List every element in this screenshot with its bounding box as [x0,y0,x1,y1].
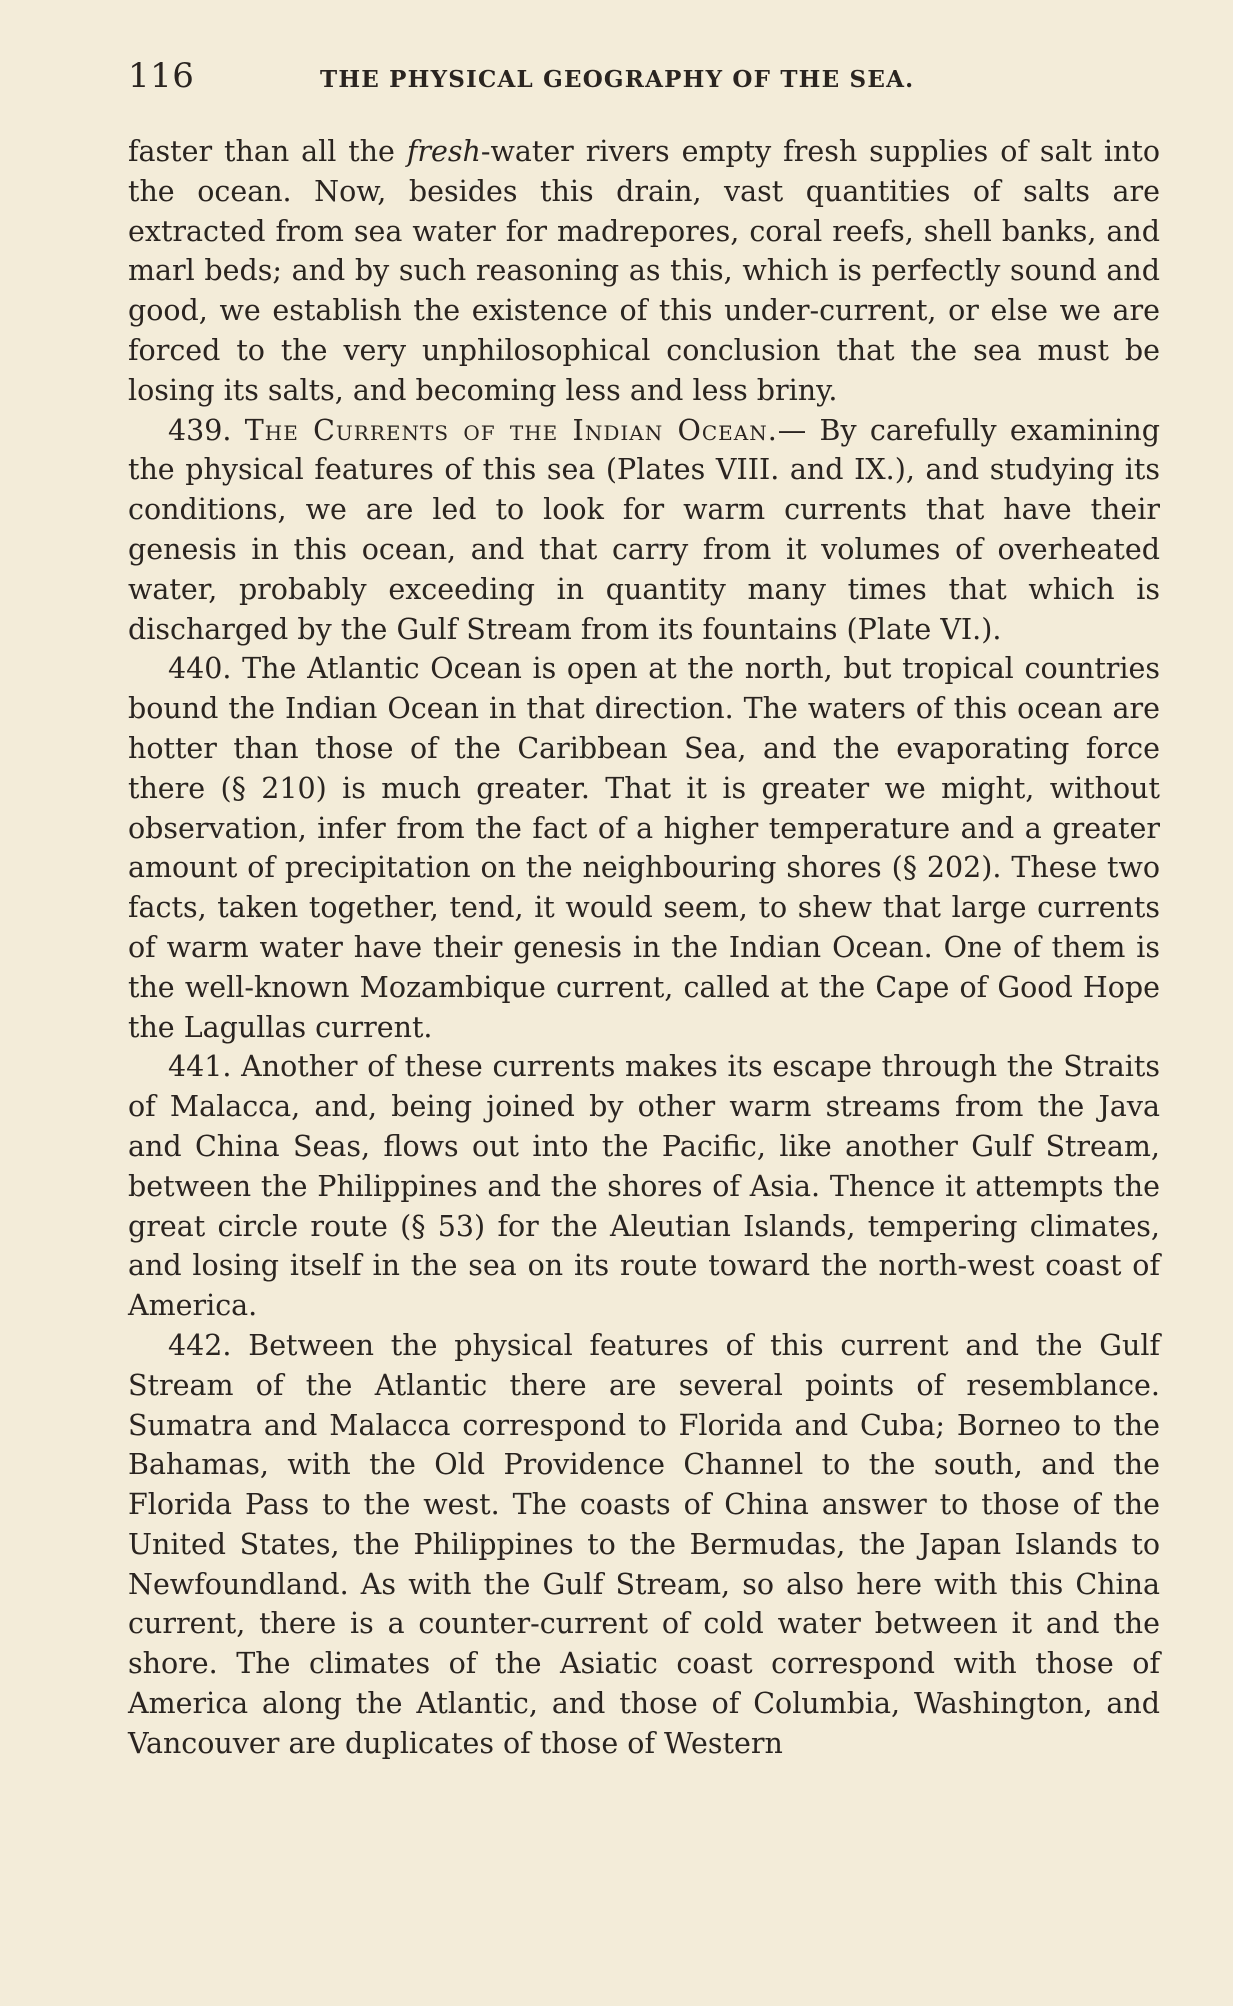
paragraph-number: 440. [168,652,232,686]
paragraph-number: 441. [168,1050,232,1084]
paragraph-text: The Atlantic Ocean is open at the north, but tropical countries bound the Indian Ocean in that direction. The waters of this ocean are hotter than those of the Caribbean Sea, and the evaporating force there (§ 210) is much greater. That it is greater we might, without observation, infer from the fact of a higher temperature and a greater amount of precipitation on the neighbouring shores (§ 202). These two facts, taken together, tend, it would seem, to shew that large currents of warm water have their genesis in the Indian Ocean. One of them is the well-known Mozambique current, called at the Cape of Good Hope the Lagullas current. [128,652,1160,1044]
paragraph-text: — By carefully examining the physical features of this sea (Plates VIII. and IX.), and studying its conditions, we are led to look for warm currents that have their genesis in this ocean, and that carry from it volumes of overheated water, probably exceeding in quantity many times that which is discharged by the Gulf Stream from its fountains (Plate VI.). [128,413,1161,646]
paragraph-439 [128,411,1160,650]
paragraph-text-after-italic: -water rivers empty fresh supplies of salt into the ocean. Now, besides this drain, vast quantities of salts are extracted from sea water for madrepores, coral reefs, shell banks, and marl beds; and by such reasoning as this, which is perfectly sound and good, we establish the existence of this under-current, or else we are forced to the very unphilosophical conclusion that the sea must be losing its salts, and becoming less and less briny. [128,135,1161,407]
paragraph-text: Another of these currents makes its escape through the Straits of Malacca, and, being joined by other warm streams from the Java and China Seas, flows out into the Pacific, like another Gulf Stream, between the Philippines and the shores of Asia. Thence it attempts the great circle route (§ 53) for the Aleutian Islands, tempering climates, and losing itself in the sea on its route toward the north-west coast of America. [128,1050,1160,1323]
paragraph-text-before-italic: faster than all the [128,135,407,168]
running-title: THE PHYSICAL GEOGRAPHY OF THE SEA. [320,66,915,93]
section-heading: The Currents of the Indian Ocean. [244,413,778,447]
paragraph-442 [128,1326,1160,1764]
paragraph-number: 442. [168,1328,232,1362]
paragraph-440 [128,649,1160,1047]
paragraph-continued [128,132,1160,411]
paragraph-number: 439. [168,413,232,447]
page-header [128,56,1108,106]
paragraph-441 [128,1047,1160,1326]
body-text [128,132,1160,1764]
italic-word: fresh [406,135,481,168]
page-number: 116 [128,56,195,96]
paragraph-text: Between the physical features of this current and the Gulf Stream of the Atlantic there are several points of resemblance. Sumatra and Malacca correspond to Florida and Cuba; Borneo to the Bahamas, with the Old Providence Channel to the south, and the Florida Pass to the west. The coasts of China answer to those of the United States, the Philippines to the Bermudas, the Japan Islands to Newfoundland. As with the Gulf Stream, so also here with this China current, there is a counter-current of cold water between it and the shore. The climates of the Asiatic coast correspond with those of America along the Atlantic, and those of Columbia, Washington, and Vancouver are duplicates of those of Western [128,1328,1160,1760]
